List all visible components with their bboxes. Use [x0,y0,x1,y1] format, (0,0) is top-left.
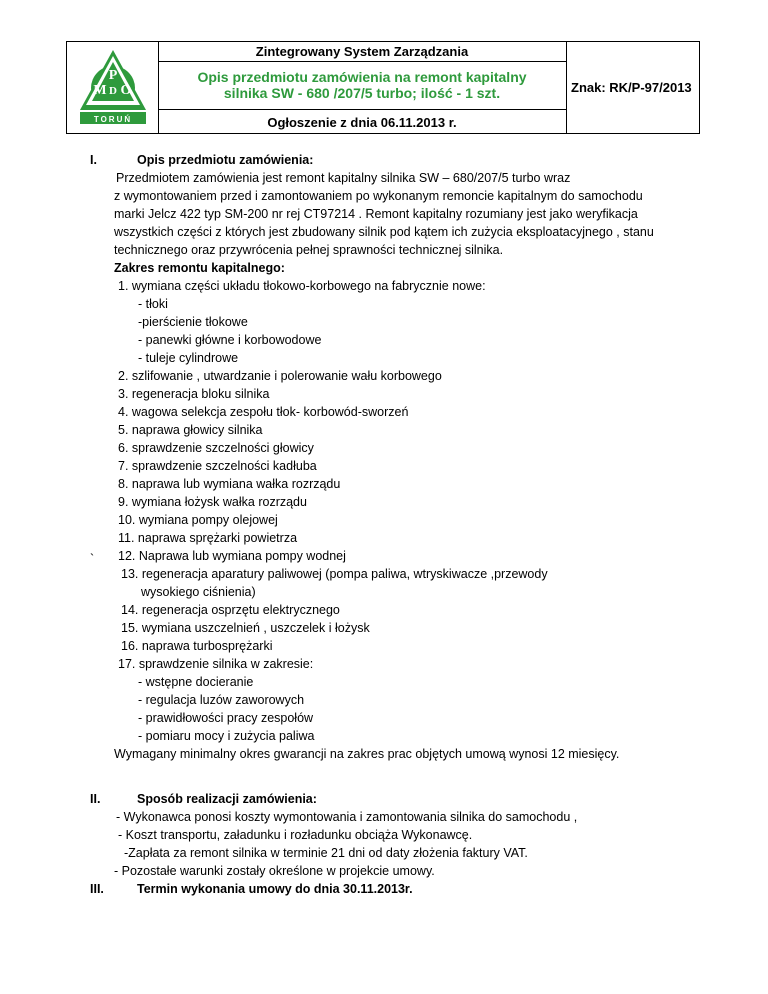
list-item: 13. regeneracja aparatury paliwowej (pompa paliwa, wtryskiwacze ,przewody [121,567,548,581]
section-2-heading: Sposób realizacji zamówienia: [137,792,317,806]
list-item: -pierścienie tłokowe [138,315,248,329]
list-item: - regulacja luzów zaworowych [138,693,305,707]
section-1-heading: Opis przedmiotu zamówienia: [137,153,314,167]
list-item: - tłoki [138,297,168,311]
logo-city: TORUŃ [93,115,133,124]
intro-line-4: wszystkich części z których jest zbudowany silnik pod kątem ich zużycia eksploatacyjnego , stanu [114,225,654,239]
list-item: - panewki główne i korbowodowe [138,333,322,347]
logo-letter-d: D [109,85,117,97]
list-item: - tuleje cylindrowe [138,351,239,365]
list-item: 11. naprawa sprężarki powietrza [118,531,298,545]
logo-letter-o: O [120,83,132,98]
stray-mark: ` [90,552,95,566]
section-3-heading: Termin wykonania umowy do dnia 30.11.2013r. [137,882,413,896]
list-item: - Wykonawca ponosi koszty wymontowania i zamontowania silnika do samochodu , [116,810,578,824]
title-line-2: silnika SW - 680 /207/5 turbo; ilość - 1 szt. [223,85,501,101]
list-item: - prawidłowości pracy zespołów [138,711,314,725]
intro-line-5: technicznego oraz przywrócenia pełnej sprawności technicznej silnika. [114,243,504,257]
list-item: 5. naprawa głowicy silnika [118,423,263,437]
logo-cell [67,42,159,133]
warranty-text: Wymagany minimalny okres gwarancji na zakres prac objętych umową wynosi 12 miesięcy. [114,747,620,761]
section-1-numeral: I. [90,153,97,167]
section-3-numeral: III. [90,882,104,896]
document-code: Znak: RK/P-97/2013 [571,80,692,95]
list-item: 8. naprawa lub wymiana wałka rozrządu [118,477,341,491]
list-item: 15. wymiana uszczelnień , uszczelek i łożysk [121,621,370,635]
list-item: wysokiego ciśnienia) [141,585,256,599]
scope-heading: Zakres remontu kapitalnego: [114,261,285,275]
list-item: - Pozostałe warunki zostały określone w projekcie umowy. [114,864,435,878]
list-item: 16. naprawa turbosprężarki [121,639,273,653]
title-line-1: Opis przedmiotu zamówienia na remont kapitalny [197,69,527,85]
list-item: 1. wymiana części układu tłokowo-korbowego na fabrycznie nowe: [118,279,486,293]
logo-letter-m: M [93,83,107,98]
list-item: - Koszt transportu, załadunku i rozładunku obciąża Wykonawcę. [118,828,473,842]
list-item: 7. sprawdzenie szczelności kadłuba [118,459,317,473]
list-item: 17. sprawdzenie silnika w zakresie: [118,657,314,671]
announcement-date: Ogłoszenie z dnia 06.11.2013 r. [267,115,457,130]
list-item: -Zapłata za remont silnika w terminie 21 dni od daty złożenia faktury VAT. [124,846,528,860]
intro-line-2: z wymontowaniem przed i zamontowaniem po wykonanym remoncie kapitalnym do samochodu [114,189,643,203]
list-item: - wstępne docieranie [138,675,254,689]
document-title [158,62,566,110]
list-item: 9. wymiana łożysk wałka rozrządu [118,495,307,509]
list-item: 4. wagowa selekcja zespołu tłok- korbowód-sworzeń [118,405,409,419]
list-item: 10. wymiana pompy olejowej [118,513,278,527]
list-item: 6. sprawdzenie szczelności głowicy [118,441,314,455]
document-header [66,41,700,134]
list-item: 2. szlifowanie , utwardzanie i polerowanie wału korbowego [118,369,442,383]
list-item: 12. Naprawa lub wymiana pompy wodnej [118,549,346,563]
list-item: 14. regeneracja osprzętu elektrycznego [121,603,340,617]
logo-letter-p: P [108,68,118,83]
header-middle [158,42,567,133]
system-name: Zintegrowany System Zarządzania [158,42,566,62]
intro-line-1: Przedmiotem zamówienia jest remont kapitalny silnika SW – 680/207/5 turbo wraz [116,171,571,185]
mpdo-logo [76,48,150,128]
intro-line-3: marki Jelcz 422 typ SM-200 nr rej CT97214 . Remont kapitalny rozumiany jest jako weryfikacja [114,207,638,221]
section-2-numeral: II. [90,792,101,806]
list-item: - pomiaru mocy i zużycia paliwa [138,729,315,743]
list-item: 3. regeneracja bloku silnika [118,387,270,401]
